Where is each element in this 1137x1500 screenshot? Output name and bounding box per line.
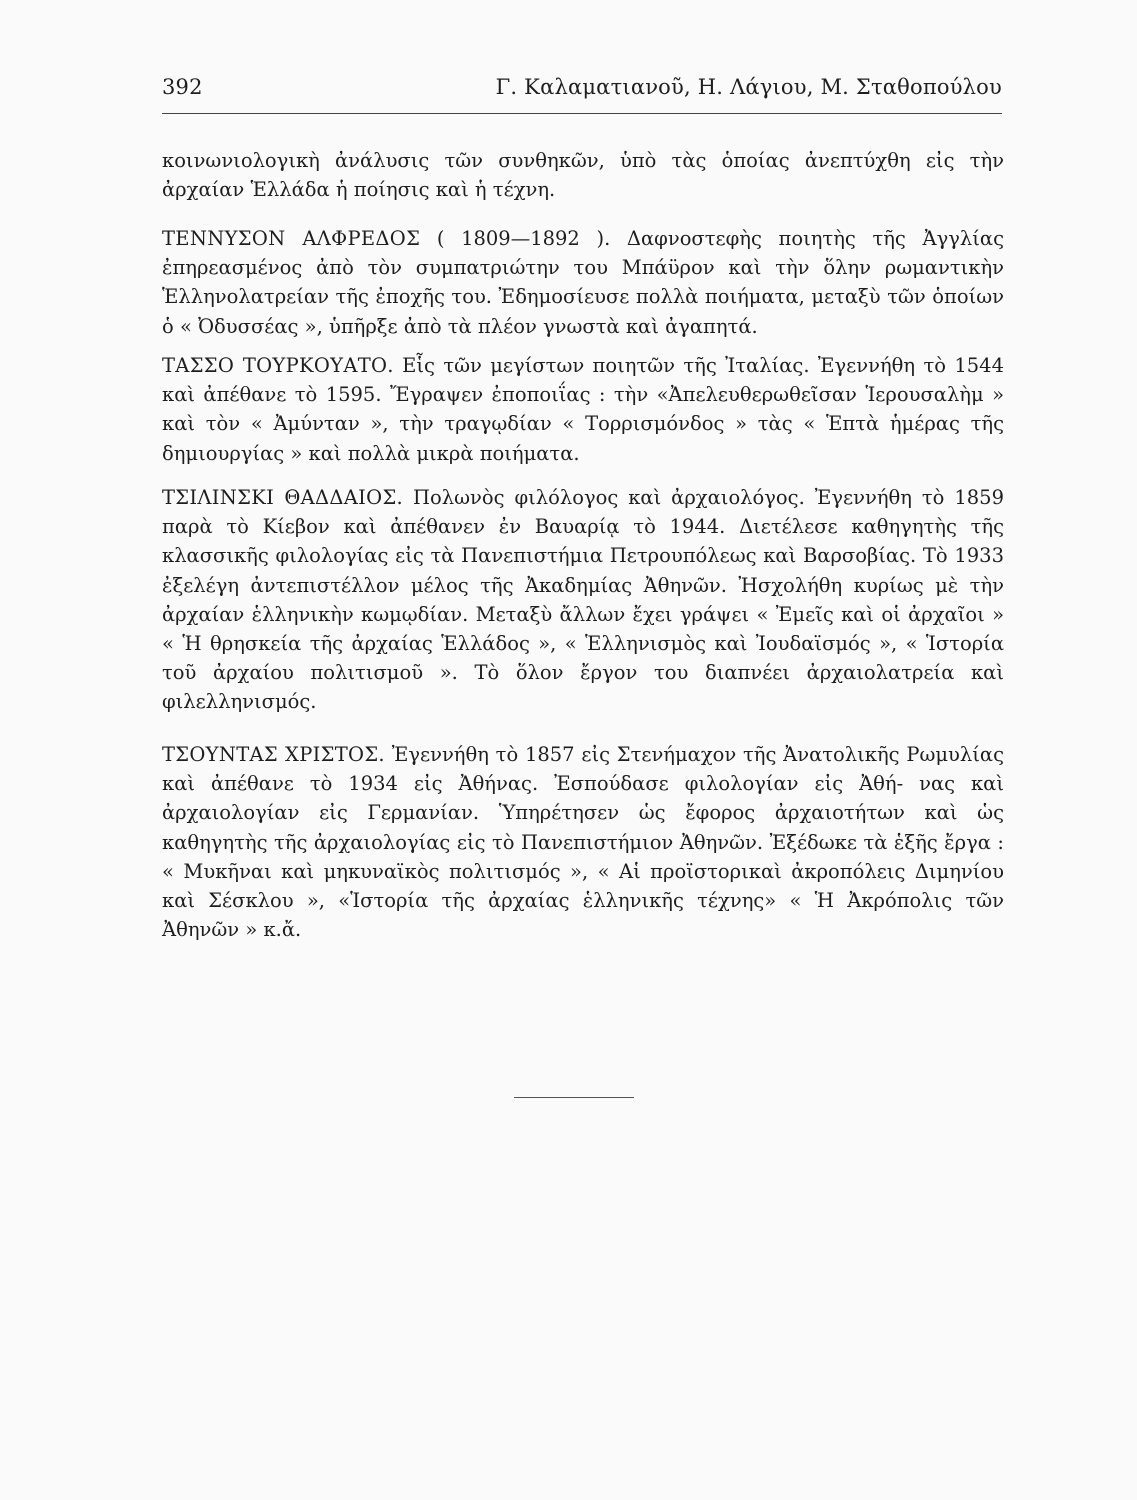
entry-heading: ΤΣΙΛΙΝΣΚΙ ΘΑΔΔΑΙΟΣ. [162,486,404,509]
running-title: Γ. Καλαματιανοῦ, Η. Λάγιου, Μ. Σταθοπούλου [495,75,1002,99]
entry-heading: ΤΑΣΣΟ ΤΟΥΡΚΟΥΑΤΟ. [162,354,394,377]
entry-text: Ἐγεννήθη τὸ 1857 εἰς Στενήμαχον τῆς Ἀνατολικῆς Ρωμυλίας καὶ ἀπέθανε τὸ 1934 εἰς Ἀθήνας. Ἐσπούδασε φιλολογίαν εἰς Ἀθή- νας καὶ ἀρχαιολογίαν εἰς Γερμανίαν. Ὑπηρέτησεν ὡς ἔφορος ἀρχαιοτήτων καὶ ὡς καθηγητὴς τῆς ἀρχαιολογίας εἰς τὸ Πανεπιστήμιον Ἀθηνῶν. Ἐξέδωκε τὰ ἑξῆς ἔργα : « Μυκῆναι καὶ μηκυναϊκὸς πολιτισμός », « Αἱ προϊστορικαὶ ἀκροπόλεις Διμηνίου καὶ Σέσκλου », «Ἱστορία τῆς ἀρχαίας ἑλληνικῆς τέχνης» « Ἡ Ἀκρόπολις τῶν Ἀθηνῶν » κ.ἄ. [162,743,1004,942]
entry-tsountas [162,740,1004,944]
entry-tennyson [162,224,1004,341]
entry-tasso [162,351,1004,468]
entry-zielinski [162,483,1004,717]
header-rule [162,113,1002,114]
page-number: 392 [162,75,203,99]
entry-heading: ΤΕΝΝΥΣΟΝ ΑΛΦΡΕΔΟΣ [162,227,421,250]
entry-continuation [162,146,1004,204]
end-rule [514,1097,634,1098]
entry-text: Πολωνὸς φιλόλογος καὶ ἀρχαιολόγος. Ἐγεννήθη τὸ 1859 παρὰ τὸ Κίεβον καὶ ἀπέθανεν ἐν Βαυαρίᾳ τὸ 1944. Διετέλεσε καθηγητὴς τῆς κλασσικῆς φιλολογίας εἰς τὰ Πανεπιστήμια Πετρουπόλεως καὶ Βαρσοβίας. Τὸ 1933 ἐξελέγη ἀντεπιστέλλον μέλος τῆς Ἀκαδημίας Ἀθηνῶν. Ἠσχολήθη κυρίως μὲ τὴν ἀρχαίαν ἑλληνικὴν κωμῳδίαν. Μεταξὺ ἄλλων ἔχει γράψει « Ἐμεῖς καὶ οἱ ἀρχαῖοι » « Ἡ θρησκεία τῆς ἀρχαίας Ἑλλάδος », « Ἑλληνισμὸς καὶ Ἰουδαϊσμός », « Ἱστορία τοῦ ἀρχαίου πολιτισμοῦ ». Τὸ ὅλον ἔργον του διαπνέει ἀρχαιολατρεία καὶ φιλελληνισμός. [162,486,1004,714]
entry-heading: ΤΣΟΥΝΤΑΣ ΧΡΙΣΤΟΣ. [162,743,385,766]
page-header [162,75,1002,99]
entry-text: κοινωνιολογικὴ ἀνάλυσις τῶν συνθηκῶν, ὑπὸ τὰς ὁποίας ἀνεπτύχθη εἰς τὴν ἀρχαίαν Ἑλλάδα ἡ ποίησις καὶ ἡ τέχνη. [162,149,1004,202]
entry-text: ( 1809—1892 ). Δαφνοστεφὴς ποιητὴς τῆς Ἀγγλίας ἐπηρεασμένος ἀπὸ τὸν συμπατριώτην του Μπάϋρον καὶ τὴν ὅλην ρωμαντικὴν Ἑλληνολατρείαν τῆς ἐποχῆς του. Ἐδημοσίευσε πολλὰ ποιήματα, μεταξὺ τῶν ὁποίων ὁ « Ὀδυσσέας », ὑπῆρξε ἀπὸ τὰ πλέον γνωστὰ καὶ ἀγαπητά. [162,227,1004,338]
entry-text: Εἷς τῶν μεγίστων ποιητῶν τῆς Ἰταλίας. Ἐγεννήθη τὸ 1544 καὶ ἀπέθανε τὸ 1595. Ἔγραψεν ἐποποιΐας : τὴν «Ἀπελευθερωθεῖσαν Ἱερουσαλὴμ » καὶ τὸν « Ἀμύνταν », τὴν τραγῳδίαν « Τορρισμόνδος » τὰς « Ἑπτὰ ἡμέρας τῆς δημιουργίας » καὶ πολλὰ μικρὰ ποιήματα. [162,354,1004,465]
